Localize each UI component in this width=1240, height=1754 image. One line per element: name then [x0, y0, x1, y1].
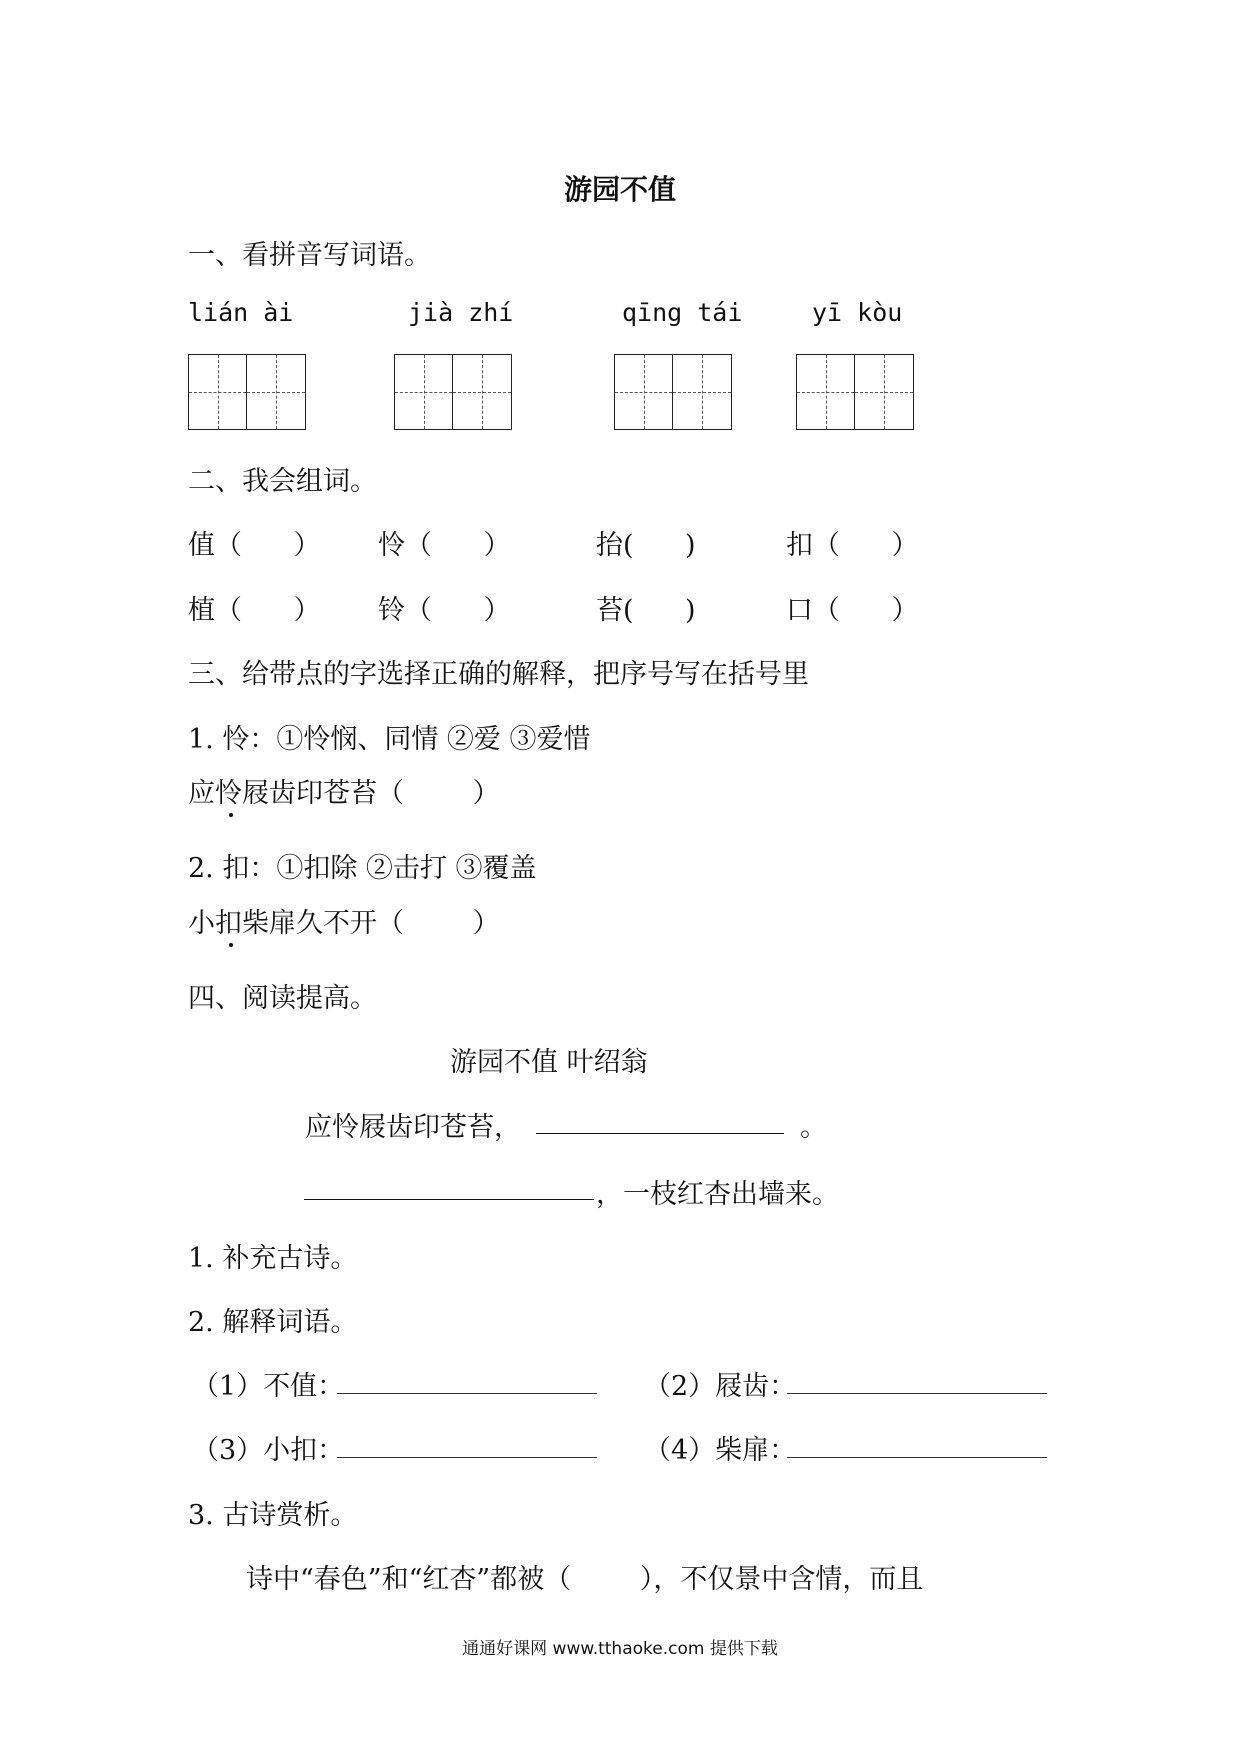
writing-grid-1[interactable] — [188, 354, 306, 430]
emphasis-dot — [229, 943, 233, 947]
section-2-heading: 二、我会组词。 — [188, 466, 377, 497]
poem-line-1-end: 。 — [800, 1112, 827, 1143]
poem-line-1-start: 应怜屐齿印苍苔， — [305, 1112, 521, 1143]
poem-blank-2[interactable] — [304, 1169, 594, 1200]
term-3-label: （3）小扣： — [192, 1435, 345, 1466]
poem-title: 游园不值 叶绍翁 — [450, 1047, 648, 1078]
emphasis-dot — [229, 813, 233, 817]
word-item[interactable]: 怜（ ） — [378, 530, 511, 561]
question-2-sentence[interactable]: 小扣柴扉久不开（ ） — [188, 908, 500, 939]
term-2-label: （2）屐齿： — [644, 1371, 797, 1402]
word-item[interactable]: 植（ ） — [188, 595, 321, 626]
question-1-options: 1. 怜：①怜悯、同情 ②爱 ③爱惜 — [188, 724, 591, 755]
writing-grid-2[interactable] — [394, 354, 512, 430]
word-item[interactable]: 扣（ ） — [786, 530, 919, 561]
page-title: 游园不值 — [563, 173, 676, 206]
question-4-1: 1. 补充古诗。 — [188, 1243, 358, 1274]
term-1-label: （1）不值： — [192, 1371, 345, 1402]
question-4-2: 2. 解释词语。 — [188, 1307, 358, 1338]
question-4-3: 3. 古诗赏析。 — [188, 1500, 358, 1531]
word-item[interactable]: 口（ ） — [786, 595, 919, 626]
poem-blank-1[interactable] — [536, 1101, 784, 1134]
poem-line-2-end: ，一枝红杏出墙来。 — [596, 1179, 839, 1210]
word-item[interactable]: 苔( ) — [596, 595, 696, 626]
term-2-blank[interactable] — [787, 1363, 1047, 1394]
writing-grid-4[interactable] — [796, 354, 914, 430]
term-4-label: （4）柴扉： — [644, 1435, 797, 1466]
question-1-sentence[interactable]: 应怜屐齿印苍苔（ ） — [188, 778, 500, 809]
term-4-blank[interactable] — [787, 1427, 1047, 1458]
pinyin-3: qīng tái — [622, 298, 743, 327]
pinyin-1: lián ài — [188, 298, 294, 327]
footer-text: 通通好课网 www.tthaoke.com 提供下载 — [462, 1639, 778, 1659]
section-1-heading: 一、看拼音写词语。 — [188, 240, 431, 271]
section-4-heading: 四、阅读提高。 — [188, 983, 377, 1014]
pinyin-2: jià zhí — [408, 298, 514, 327]
term-1-blank[interactable] — [337, 1363, 597, 1394]
writing-grid-3[interactable] — [614, 354, 732, 430]
word-item[interactable]: 铃（ ） — [378, 595, 511, 626]
term-3-blank[interactable] — [337, 1427, 597, 1458]
pinyin-4: yī kòu — [812, 298, 903, 327]
section-3-heading: 三、给带点的字选择正确的解释，把序号写在括号里 — [188, 659, 809, 690]
word-item[interactable]: 抬( ) — [596, 530, 696, 561]
word-item[interactable]: 值（ ） — [188, 530, 321, 561]
question-2-options: 2. 扣：①扣除 ②击打 ③覆盖 — [188, 853, 537, 884]
analysis-text[interactable]: 诗中“春色”和“红杏”都被（ ），不仅景中含情，而且 — [246, 1564, 924, 1595]
